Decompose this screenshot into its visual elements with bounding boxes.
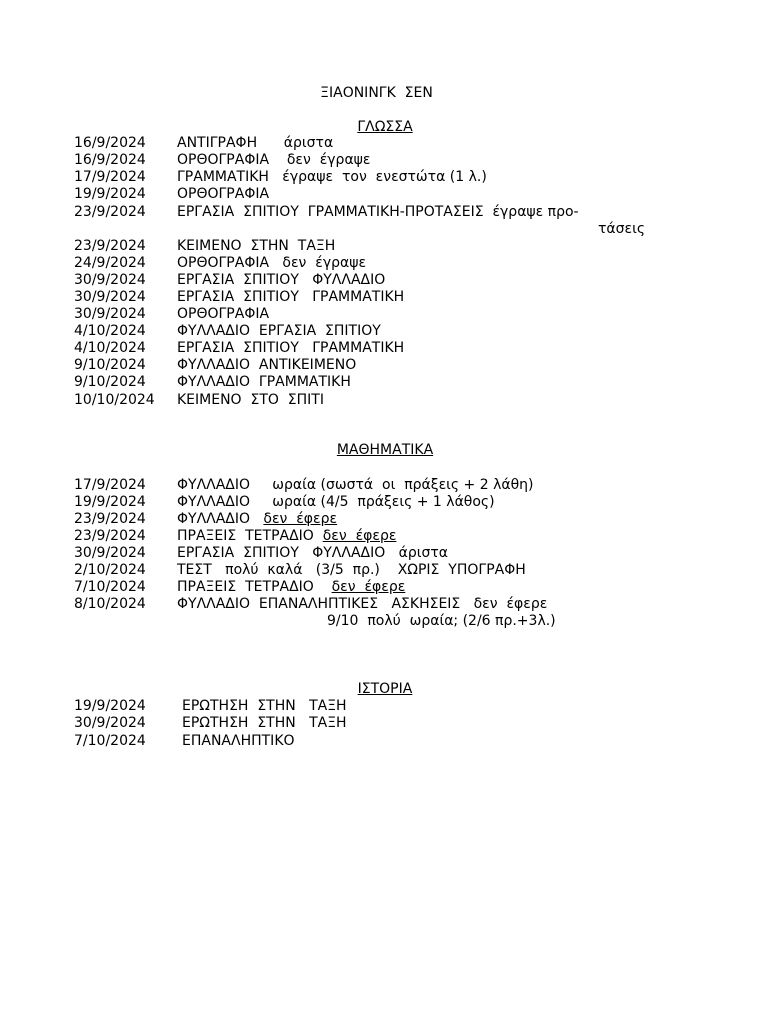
entry-date: 23/9/2024	[74, 511, 146, 527]
entry-text	[177, 511, 337, 528]
entry-date: 19/9/2024	[74, 186, 146, 202]
entry-text: ΦΥΛΛΑΔΙΟ ΕΡΓΑΣΙΑ ΣΠΙΤΙΟΥ	[177, 323, 381, 339]
entry-text-note: 9/10 πολύ ωραία; (2/6 πρ.+3λ.)	[327, 613, 556, 629]
entry-text: ΕΡΩΤΗΣΗ ΣΤΗΝ ΤΑΞΗ	[182, 698, 347, 714]
entry-text	[177, 579, 405, 596]
entry-text: ΚΕΙΜΕΝΟ ΣΤΟ ΣΠΙΤΙ	[177, 392, 324, 408]
entry-date: 19/9/2024	[74, 494, 146, 510]
entry-date: 30/9/2024	[74, 306, 146, 322]
entry-text: ΦΥΛΛΑΔΙΟ ΕΠΑΝΑΛΗΠΤΙΚΕΣ ΑΣΚΗΣΕΙΣ δεν έφερε	[177, 596, 548, 612]
entry-date: 30/9/2024	[74, 715, 146, 731]
entry-text: ΓΡΑΜΜΑΤΙΚΗ έγραψε τον ενεστώτα (1 λ.)	[177, 169, 487, 185]
entry-text: ΟΡΘΟΓΡΑΦΙΑ	[177, 186, 270, 202]
entry-text: ΦΥΛΛΑΔΙΟ ωραία (σωστά οι πράξεις + 2 λάθη)	[177, 477, 534, 493]
entry-text: ΦΥΛΛΑΔΙΟ ΓΡΑΜΜΑΤΙΚΗ	[177, 374, 351, 390]
entry-date: 24/9/2024	[74, 255, 146, 271]
entry-text-underlined: δεν έφερε	[331, 579, 406, 595]
entry-date: 10/10/2024	[74, 392, 155, 408]
entry-text-underlined: δεν έφερε	[322, 528, 397, 544]
entry-date: 30/9/2024	[74, 272, 146, 288]
entry-text: ΦΥΛΛΑΔΙΟ ωραία (4/5 πράξεις + 1 λάθος)	[177, 494, 495, 510]
entry-date: 16/9/2024	[74, 152, 146, 168]
entry-date: 19/9/2024	[74, 698, 146, 714]
entry-text-plain: ΦΥΛΛΑΔΙΟ	[177, 511, 264, 527]
entry-date: 16/9/2024	[74, 135, 146, 151]
entry-date: 9/10/2024	[74, 357, 146, 373]
document-title: ΞΙΑΟΝΙΝΓΚ ΣΕΝ	[320, 85, 433, 101]
entry-text-plain: ΠΡΑΞΕΙΣ ΤΕΤΡΑΔΙΟ	[177, 579, 332, 595]
entry-date: 30/9/2024	[74, 289, 146, 305]
entry-date: 23/9/2024	[74, 238, 146, 254]
section-heading-math: ΜΑΘΗΜΑΤΙΚΑ	[336, 442, 434, 458]
entry-date: 7/10/2024	[74, 579, 146, 595]
entry-text-plain: ΠΡΑΞΕΙΣ ΤΕΤΡΑΔΙΟ	[177, 528, 323, 544]
section-heading-history: ΙΣΤΟΡΙΑ	[357, 681, 413, 697]
entry-text: ΑΝΤΙΓΡΑΦΗ άριστα	[177, 135, 334, 151]
entry-text: ΕΡΓΑΣΙΑ ΣΠΙΤΙΟΥ ΓΡΑΜΜΑΤΙΚΗ-ΠΡΟΤΑΣΕΙΣ έγραψε προ-	[177, 204, 579, 220]
entry-text: ΚΕΙΜΕΝΟ ΣΤΗΝ ΤΑΞΗ	[177, 238, 336, 254]
entry-date: 7/10/2024	[74, 733, 146, 749]
entry-date: 2/10/2024	[74, 562, 146, 578]
entry-text: ΦΥΛΛΑΔΙΟ ΑΝΤΙΚΕΙΜΕΝΟ	[177, 357, 357, 373]
entry-date: 30/9/2024	[74, 545, 146, 561]
entry-date: 8/10/2024	[74, 596, 146, 612]
entry-text-continuation: τάσεις	[598, 221, 646, 237]
entry-text: ΟΡΘΟΓΡΑΦΙΑ δεν έγραψε	[177, 255, 367, 271]
entry-date: 4/10/2024	[74, 323, 146, 339]
entry-text	[177, 528, 396, 545]
entry-date: 17/9/2024	[74, 169, 146, 185]
entry-text: ΕΡΓΑΣΙΑ ΣΠΙΤΙΟΥ ΓΡΑΜΜΑΤΙΚΗ	[177, 289, 405, 305]
entry-date: 23/9/2024	[74, 528, 146, 544]
section-heading-language: ΓΛΩΣΣΑ	[357, 119, 413, 135]
entry-text: ΕΠΑΝΑΛΗΠΤΙΚΟ	[182, 733, 295, 749]
entry-text-underlined: δεν έφερε	[263, 511, 338, 527]
entry-date: 17/9/2024	[74, 477, 146, 493]
entry-date: 4/10/2024	[74, 340, 146, 356]
entry-date: 9/10/2024	[74, 374, 146, 390]
entry-text: ΕΡΓΑΣΙΑ ΣΠΙΤΙΟΥ ΦΥΛΛΑΔΙΟ άριστα	[177, 545, 448, 561]
entry-text: ΟΡΘΟΓΡΑΦΙΑ	[177, 306, 270, 322]
entry-text: ΟΡΘΟΓΡΑΦΙΑ δεν έγραψε	[177, 152, 371, 168]
entry-text: ΕΡΓΑΣΙΑ ΣΠΙΤΙΟΥ ΓΡΑΜΜΑΤΙΚΗ	[177, 340, 405, 356]
entry-text: ΤΕΣΤ πολύ καλά (3/5 πρ.) ΧΩΡΙΣ ΥΠΟΓΡΑΦΗ	[177, 562, 526, 578]
entry-date: 23/9/2024	[74, 204, 146, 220]
entry-text: ΕΡΓΑΣΙΑ ΣΠΙΤΙΟΥ ΦΥΛΛΑΔΙΟ	[177, 272, 386, 288]
entry-text: ΕΡΩΤΗΣΗ ΣΤΗΝ ΤΑΞΗ	[182, 715, 347, 731]
